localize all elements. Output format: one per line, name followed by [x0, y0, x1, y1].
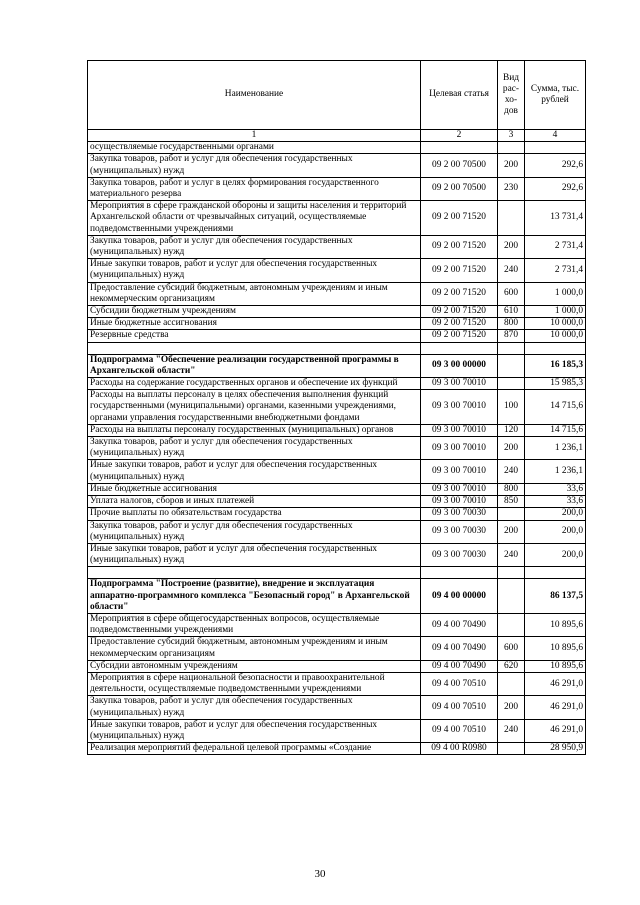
row-name: Субсидии бюджетным учреждениям: [88, 306, 421, 318]
row-name: Уплата налогов, сборов и иных платежей: [88, 496, 421, 508]
table-row: [88, 672, 586, 695]
row-sum: 14 715,6: [525, 390, 586, 425]
row-name: Предоставление субсидий бюджетным, автономным учреждениям и иным некоммерческим организациям: [88, 637, 421, 660]
row-type: 610: [498, 306, 525, 318]
row-code: 09 2 00 71520: [421, 235, 498, 258]
row-sum: 200,0: [525, 508, 586, 520]
row-type: 600: [498, 637, 525, 660]
table-row: [88, 235, 586, 258]
row-sum: 46 291,0: [525, 672, 586, 695]
row-sum: 10 000,0: [525, 318, 586, 330]
row-sum: 46 291,0: [525, 719, 586, 742]
row-code: 09 3 00 70030: [421, 520, 498, 543]
row-sum: 14 715,6: [525, 424, 586, 436]
spacer-row: [88, 567, 586, 579]
row-code: 09 2 00 71520: [421, 282, 498, 305]
row-code: 09 4 00 70490: [421, 660, 498, 672]
header-sum: Сумма, тыс. рублей: [525, 61, 586, 130]
row-code: 09 2 00 71520: [421, 330, 498, 342]
table-row: [88, 543, 586, 566]
row-type: 200: [498, 520, 525, 543]
header-code: Целевая статья: [421, 61, 498, 130]
row-sum: 10 895,6: [525, 637, 586, 660]
row-name: Субсидии автономным учреждениям: [88, 660, 421, 672]
row-name: Предоставление субсидий бюджетным, автономным учреждениям и иным некоммерческим организациям: [88, 282, 421, 305]
row-name: Закупка товаров, работ и услуг для обеспечения государственных (муниципальных) нужд: [88, 437, 421, 460]
table-body: [88, 61, 586, 755]
table-row: [88, 201, 586, 236]
row-name: Закупка товаров, работ и услуг для обеспечения государственных (муниципальных) нужд: [88, 235, 421, 258]
row-name: Расходы на выплаты персоналу в целях обеспечения выполнения функций государственными (муниципальными) органами, казенными учреждениями, органами управления государственными внебюджетными фондами: [88, 390, 421, 425]
empty-cell: [525, 567, 586, 579]
row-name: Расходы на выплаты персоналу государственных (муниципальных) органов: [88, 424, 421, 436]
row-sum: 13 731,4: [525, 201, 586, 236]
table-row: [88, 483, 586, 495]
column-number: 4: [525, 130, 586, 142]
row-type: 850: [498, 496, 525, 508]
row-type: [498, 743, 525, 755]
table-row: [88, 318, 586, 330]
row-code: 09 3 00 70010: [421, 424, 498, 436]
row-type: 620: [498, 660, 525, 672]
row-sum: 10 000,0: [525, 330, 586, 342]
row-code: 09 3 00 70030: [421, 543, 498, 566]
row-sum: 10 895,6: [525, 613, 586, 636]
row-type: 240: [498, 460, 525, 483]
table-row: [88, 496, 586, 508]
table-row: [88, 424, 586, 436]
row-type: [498, 613, 525, 636]
row-code: 09 3 00 70010: [421, 390, 498, 425]
row-name: Иные закупки товаров, работ и услуг для обеспечения государственных (муниципальных) нужд: [88, 719, 421, 742]
row-sum: 1 236,1: [525, 437, 586, 460]
budget-table: [87, 60, 586, 755]
table-row: [88, 637, 586, 660]
row-sum: 292,6: [525, 154, 586, 177]
row-type: 240: [498, 719, 525, 742]
header-row: [88, 61, 586, 130]
row-name: Закупка товаров, работ и услуг для обеспечения государственных (муниципальных) нужд: [88, 520, 421, 543]
row-type: 230: [498, 177, 525, 200]
row-code: 09 2 00 71520: [421, 259, 498, 282]
row-sum: 2 731,4: [525, 259, 586, 282]
header-type: Вид рас- хо- дов: [498, 61, 525, 130]
column-number-row: [88, 130, 586, 142]
row-name: Расходы на содержание государственных органов и обеспечение их функций: [88, 378, 421, 390]
row-sum: 1 000,0: [525, 282, 586, 305]
row-type: 240: [498, 259, 525, 282]
row-code: 09 4 00 70510: [421, 719, 498, 742]
row-code: 09 3 00 70010: [421, 437, 498, 460]
row-type: [498, 672, 525, 695]
row-type: 600: [498, 282, 525, 305]
row-sum: [525, 142, 586, 154]
row-code: 09 2 00 71520: [421, 318, 498, 330]
empty-cell: [421, 342, 498, 354]
row-code: 09 2 00 71520: [421, 306, 498, 318]
row-code: 09 2 00 70500: [421, 154, 498, 177]
table-row: [88, 142, 586, 154]
table-row: [88, 660, 586, 672]
row-name: Подпрограмма "Обеспечение реализации государственной программы в Архангельской области": [88, 354, 421, 377]
row-sum: 86 137,5: [525, 579, 586, 614]
row-type: 240: [498, 543, 525, 566]
page-number: 30: [314, 868, 326, 880]
row-sum: 292,6: [525, 177, 586, 200]
row-code: 09 4 00 70490: [421, 613, 498, 636]
row-type: 870: [498, 330, 525, 342]
row-type: 200: [498, 154, 525, 177]
row-name: Мероприятия в сфере гражданской обороны и защиты населения и территорий Архангельской области от чрезвычайных ситуаций, осуществляемые подведомственными учреждениями: [88, 201, 421, 236]
table-row: [88, 719, 586, 742]
table-row: [88, 306, 586, 318]
table-row: [88, 390, 586, 425]
row-name: Мероприятия в сфере общегосударственных вопросов, осуществляемые подведомственными учреждениями: [88, 613, 421, 636]
row-name: Иные бюджетные ассигнования: [88, 483, 421, 495]
row-code: 09 3 00 70010: [421, 496, 498, 508]
table-row: [88, 696, 586, 719]
row-sum: 1 236,1: [525, 460, 586, 483]
row-name: Резервные средства: [88, 330, 421, 342]
table-row: [88, 508, 586, 520]
row-type: [498, 378, 525, 390]
row-name: Иные закупки товаров, работ и услуг для обеспечения государственных (муниципальных) нужд: [88, 543, 421, 566]
row-code: 09 3 00 70010: [421, 483, 498, 495]
row-name: Иные закупки товаров, работ и услуг для обеспечения государственных (муниципальных) нужд: [88, 460, 421, 483]
row-name: Закупка товаров, работ и услуг для обеспечения государственных (муниципальных) нужд: [88, 154, 421, 177]
table-row: [88, 330, 586, 342]
row-type: [498, 142, 525, 154]
row-sum: 10 895,6: [525, 660, 586, 672]
row-type: [498, 508, 525, 520]
row-name: Мероприятия в сфере национальной безопасности и правоохранительной деятельности, осуществляемые подведомственными учреждениями: [88, 672, 421, 695]
row-code: 09 2 00 70500: [421, 177, 498, 200]
row-code: [421, 142, 498, 154]
row-sum: 16 185,3: [525, 354, 586, 377]
table-row: [88, 378, 586, 390]
row-sum: 2 731,4: [525, 235, 586, 258]
empty-cell: [498, 567, 525, 579]
row-type: 100: [498, 390, 525, 425]
empty-cell: [421, 567, 498, 579]
row-code: 09 3 00 70010: [421, 378, 498, 390]
table-row: [88, 460, 586, 483]
column-number: 3: [498, 130, 525, 142]
row-name: Иные бюджетные ассигнования: [88, 318, 421, 330]
row-type: 200: [498, 437, 525, 460]
table-row: [88, 154, 586, 177]
empty-cell: [498, 342, 525, 354]
row-code: 09 4 00 70510: [421, 672, 498, 695]
row-code: 09 4 00 00000: [421, 579, 498, 614]
row-type: 200: [498, 235, 525, 258]
row-sum: 33,6: [525, 496, 586, 508]
row-code: 09 2 00 71520: [421, 201, 498, 236]
row-type: 800: [498, 483, 525, 495]
table-row: [88, 743, 586, 755]
row-name: Реализация мероприятий федеральной целевой программы «Создание: [88, 743, 421, 755]
row-code: 09 3 00 00000: [421, 354, 498, 377]
table-row: [88, 579, 586, 614]
row-code: 09 4 00 70510: [421, 696, 498, 719]
row-type: 800: [498, 318, 525, 330]
row-sum: 200,0: [525, 543, 586, 566]
row-name: Закупка товаров, работ и услуг для обеспечения государственных (муниципальных) нужд: [88, 696, 421, 719]
row-sum: 200,0: [525, 520, 586, 543]
row-type: 120: [498, 424, 525, 436]
row-code: 09 4 00 R0980: [421, 743, 498, 755]
spacer-row: [88, 342, 586, 354]
row-sum: 1 000,0: [525, 306, 586, 318]
row-name: Закупка товаров, работ и услуг в целях формирования государственного материального резерва: [88, 177, 421, 200]
row-code: 09 3 00 70010: [421, 460, 498, 483]
table-row: [88, 259, 586, 282]
table-row: [88, 354, 586, 377]
empty-cell: [88, 342, 421, 354]
table-row: [88, 613, 586, 636]
table-row: [88, 520, 586, 543]
table-row: [88, 177, 586, 200]
row-name: осуществляемые государственными органами: [88, 142, 421, 154]
column-number: 2: [421, 130, 498, 142]
row-type: [498, 201, 525, 236]
row-type: [498, 354, 525, 377]
row-type: 200: [498, 696, 525, 719]
table-row: [88, 437, 586, 460]
header-name: Наименование: [88, 61, 421, 130]
row-name: Подпрограмма "Построение (развитие), внедрение и эксплуатация аппаратно-программного комплекса "Безопасный город" в Архангельской области": [88, 579, 421, 614]
empty-cell: [88, 567, 421, 579]
row-sum: 46 291,0: [525, 696, 586, 719]
row-name: Прочие выплаты по обязательствам государства: [88, 508, 421, 520]
row-code: 09 4 00 70490: [421, 637, 498, 660]
empty-cell: [525, 342, 586, 354]
row-name: Иные закупки товаров, работ и услуг для обеспечения государственных (муниципальных) нужд: [88, 259, 421, 282]
row-code: 09 3 00 70030: [421, 508, 498, 520]
row-sum: 15 985,3: [525, 378, 586, 390]
row-type: [498, 579, 525, 614]
row-sum: 33,6: [525, 483, 586, 495]
row-sum: 28 950,9: [525, 743, 586, 755]
column-number: 1: [88, 130, 421, 142]
table-row: [88, 282, 586, 305]
